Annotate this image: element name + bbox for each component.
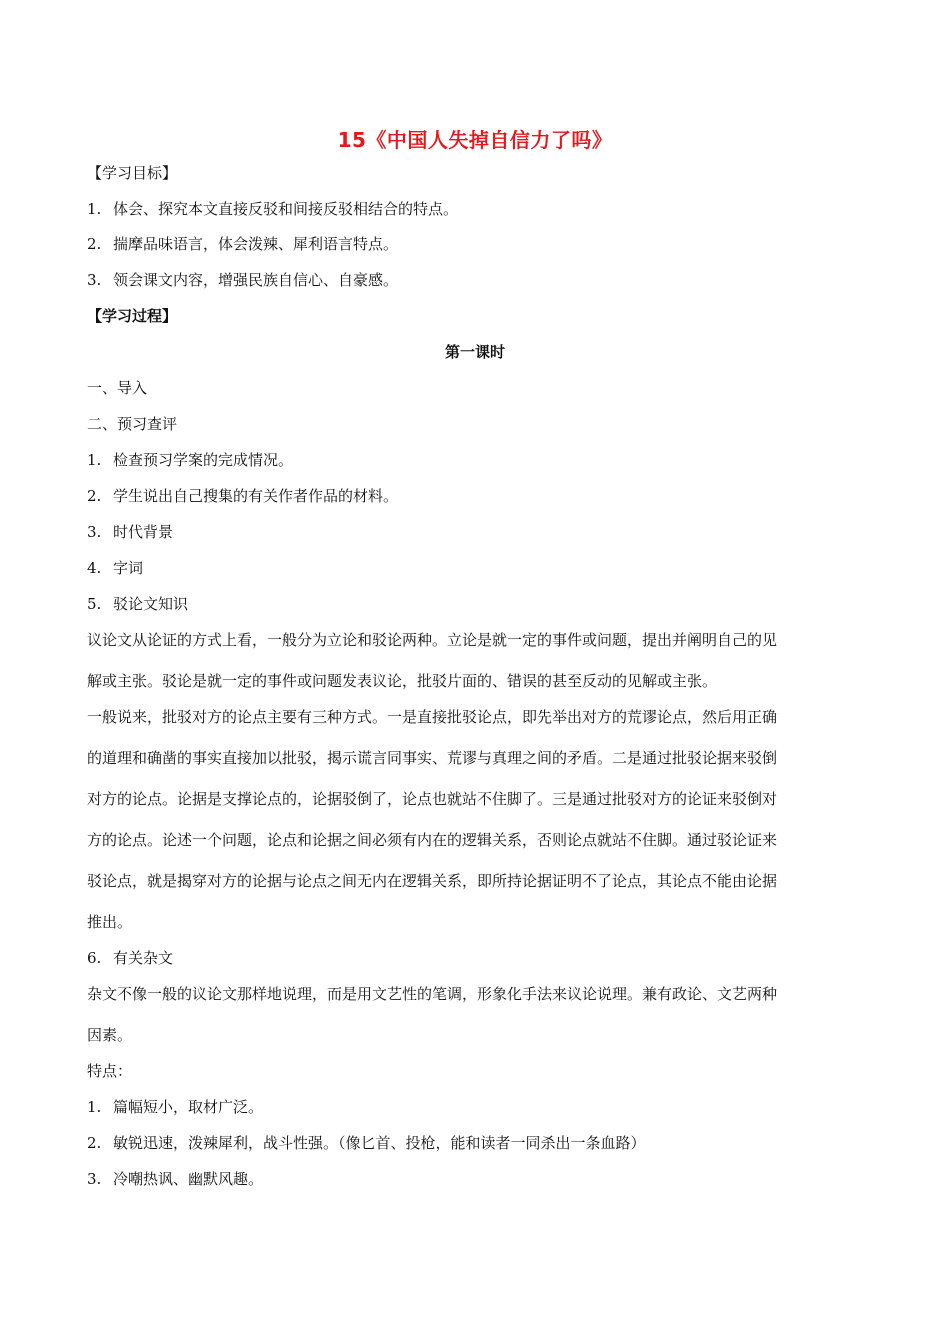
item-text: 有关杂文 — [113, 949, 174, 967]
paragraph-line: 解或主张。驳论是就一定的事件或问题发表议论，批驳片面的、错误的甚至反动的见解或主张。 — [87, 672, 718, 690]
goal-item — [87, 199, 458, 219]
goals-heading: 【学习目标】 — [87, 164, 178, 182]
preview-item — [87, 594, 188, 614]
section-heading: 二、预习查评 — [87, 415, 178, 433]
paragraph-line: 的道理和确凿的事实直接加以批驳，揭示谎言同事实、荒谬与真理之间的矛盾。二是通过批驳论据来驳倒 — [87, 749, 778, 767]
goal-number: 2. — [87, 235, 102, 253]
feature-text: 篇幅短小，取材广泛。 — [113, 1098, 264, 1116]
preview-text: 学生说出自己搜集的有关作者作品的材料。 — [113, 487, 399, 505]
preview-item — [87, 558, 143, 578]
preview-text: 字词 — [113, 559, 144, 577]
feature-number: 1. — [87, 1098, 102, 1116]
goal-item — [87, 234, 398, 254]
paragraph-line: 对方的论点。论据是支撑论点的，论据驳倒了，论点也就站不住脚了。三是通过批驳对方的论证来驳倒对 — [87, 790, 778, 808]
paragraph-line: 驳论点，就是揭穿对方的论据与论点之间无内在逻辑关系，即所持论据证明不了论点，其论点不能由论据 — [87, 872, 778, 890]
preview-number: 1. — [87, 451, 102, 469]
goal-text: 体会、探究本文直接反驳和间接反驳相结合的特点。 — [113, 200, 459, 218]
lesson-heading: 第一课时 — [444, 343, 505, 361]
paragraph-line: 议论文从论证的方式上看，一般分为立论和驳论两种。立论是就一定的事件或问题，提出并阐明自己的见 — [87, 631, 778, 649]
paragraph-line: 因素。 — [87, 1026, 133, 1044]
preview-text: 时代背景 — [113, 523, 174, 541]
goal-text: 领会课文内容，增强民族自信心、自豪感。 — [113, 271, 399, 289]
preview-text: 检查预习学案的完成情况。 — [113, 451, 294, 469]
goal-text: 揣摩品味语言，体会泼辣、犀利语言特点。 — [113, 235, 399, 253]
goal-item — [87, 270, 398, 290]
page-title: 15《中国人失掉自信力了吗》 — [337, 128, 613, 152]
section-heading: 一、导入 — [87, 379, 148, 397]
paragraph-line: 推出。 — [87, 913, 133, 931]
item-number: 6. — [87, 949, 102, 967]
preview-number: 5. — [87, 595, 102, 613]
feature-item — [87, 1133, 646, 1153]
preview-item — [87, 522, 173, 542]
feature-text: 冷嘲热讽、幽默风趣。 — [113, 1170, 264, 1188]
feature-number: 3. — [87, 1170, 102, 1188]
feature-number: 2. — [87, 1134, 102, 1152]
goal-number: 3. — [87, 271, 102, 289]
process-heading: 【学习过程】 — [87, 307, 178, 325]
preview-number: 4. — [87, 559, 102, 577]
feature-item — [87, 1097, 263, 1117]
feature-item — [87, 1169, 263, 1189]
goal-number: 1. — [87, 200, 102, 218]
preview-item — [87, 450, 293, 470]
preview-number: 2. — [87, 487, 102, 505]
preview-number: 3. — [87, 523, 102, 541]
section-item — [87, 948, 173, 968]
paragraph-line: 方的论点。论述一个问题，论点和论据之间必须有内在的逻辑关系，否则论点就站不住脚。通过驳论证来 — [87, 831, 778, 849]
features-label: 特点： — [87, 1062, 133, 1080]
preview-text: 驳论文知识 — [113, 595, 189, 613]
preview-item — [87, 486, 398, 506]
paragraph-line: 杂文不像一般的议论文那样地说理，而是用文艺性的笔调，形象化手法来议论说理。兼有政论、文艺两种 — [87, 985, 778, 1003]
paragraph-line: 一般说来，批驳对方的论点主要有三种方式。一是直接批驳论点，即先举出对方的荒谬论点，然后用正确 — [87, 708, 778, 726]
feature-text: 敏锐迅速，泼辣犀利，战斗性强。（像匕首、投枪，能和读者一同杀出一条血路） — [113, 1134, 646, 1152]
